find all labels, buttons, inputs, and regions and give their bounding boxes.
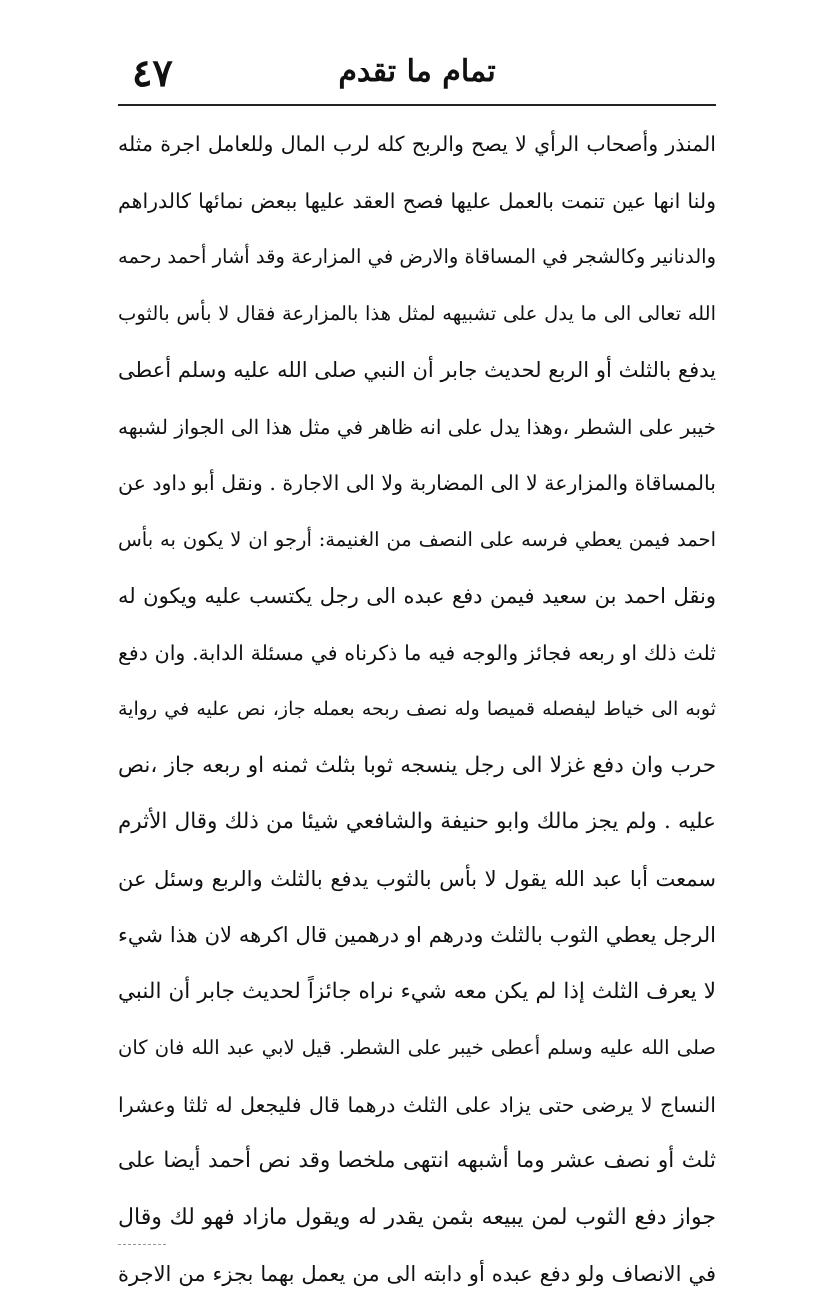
text-line: بالمساقاة والمزارعة لا الى المضاربة ولا الى الاجارة . ونقل أبو داود عن	[118, 471, 716, 495]
text-line: احمد فيمن يعطي فرسه على النصف من الغنيمة: أرجو ان لا يكون به بأس	[118, 527, 716, 551]
text-line: حرب وان دفع غزلا الى رجل ينسجه ثوبا بثلث ثمنه او ربعه جاز ،نص	[118, 752, 716, 778]
page-number: ٤٧	[132, 50, 173, 95]
text-line: ونقل احمد بن سعيد فيمن دفع عبده الى رجل يكتسب عليه ويكون له	[118, 584, 716, 608]
text-line: المنذر وأصحاب الرأي لا يصح والربح كله لرب المال وللعامل اجرة مثله	[118, 132, 716, 156]
body-text	[118, 116, 716, 1303]
text-line: الله تعالى الى ما يدل على تشبيهه لمثل هذا بالمزارعة فقال لا بأس بالثوب	[118, 301, 716, 325]
text-line: عليه . ولم يجز مالك وابو حنيفة والشافعي شيئا من ذلك وقال الأثرم	[118, 809, 716, 834]
page-header	[118, 52, 716, 104]
text-line: ثوبه الى خياط ليفصله قميصا وله نصف ربحه بعمله جاز، نص عليه في رواية	[118, 698, 716, 720]
text-line: يدفع بالثلث أو الربع لحديث جابر أن النبي صلى الله عليه وسلم أعطى	[118, 358, 716, 382]
bottom-mark	[118, 1244, 166, 1245]
header-rule	[118, 104, 716, 106]
text-line: خيبر على الشطر ،وهذا يدل على انه ظاهر في مثل هذا الى الجواز لشبهه	[118, 414, 716, 439]
text-line: الرجل يعطي الثوب بالثلث ودرهم او درهمين قال اكرهه لان هذا شيء	[118, 923, 716, 947]
text-line: ثلث ذلك او ربعه فجائز والوجه فيه ما ذكرناه في مسئلة الدابة. وان دفع	[118, 640, 716, 665]
text-line: جواز دفع الثوب لمن يبيعه بثمن يقدر له ويقول مازاد فهو لك وقال	[118, 1204, 716, 1230]
text-line: ولنا انها عين تنمت بالعمل عليها فصح العقد عليها ببعض نمائها كالدراهم	[118, 188, 716, 213]
text-line: في الانصاف ولو دفع عبده أو دابته الى من يعمل بهما بجزء من الاجرة	[118, 1262, 716, 1286]
text-line: ثلث أو نصف عشر وما أشبهه انتهى ملخصا وقد نص أحمد أيضا على	[118, 1148, 716, 1173]
text-line: النساج لا يرضى حتى يزاد على الثلث درهما قال فليجعل له ثلثا وعشرا	[118, 1092, 716, 1117]
text-line: سمعت أبا عبد الله يقول لا بأس بالثوب يدفع بالثلث والربع وسئل عن	[118, 866, 716, 891]
running-title: تمام ما تقدم	[338, 54, 496, 89]
text-line: والدنانير وكالشجر في المساقاة والارض في المزارعة وقد أشار أحمد رحمه	[118, 245, 716, 268]
text-line: لا يعرف الثلث إذا لم يكن معه شيء نراه جائزاً لحديث جابر أن النبي	[118, 978, 716, 1004]
text-line: صلى الله عليه وسلم أعطى خيبر على الشطر. قيل لابي عبد الله فان كان	[118, 1036, 716, 1059]
